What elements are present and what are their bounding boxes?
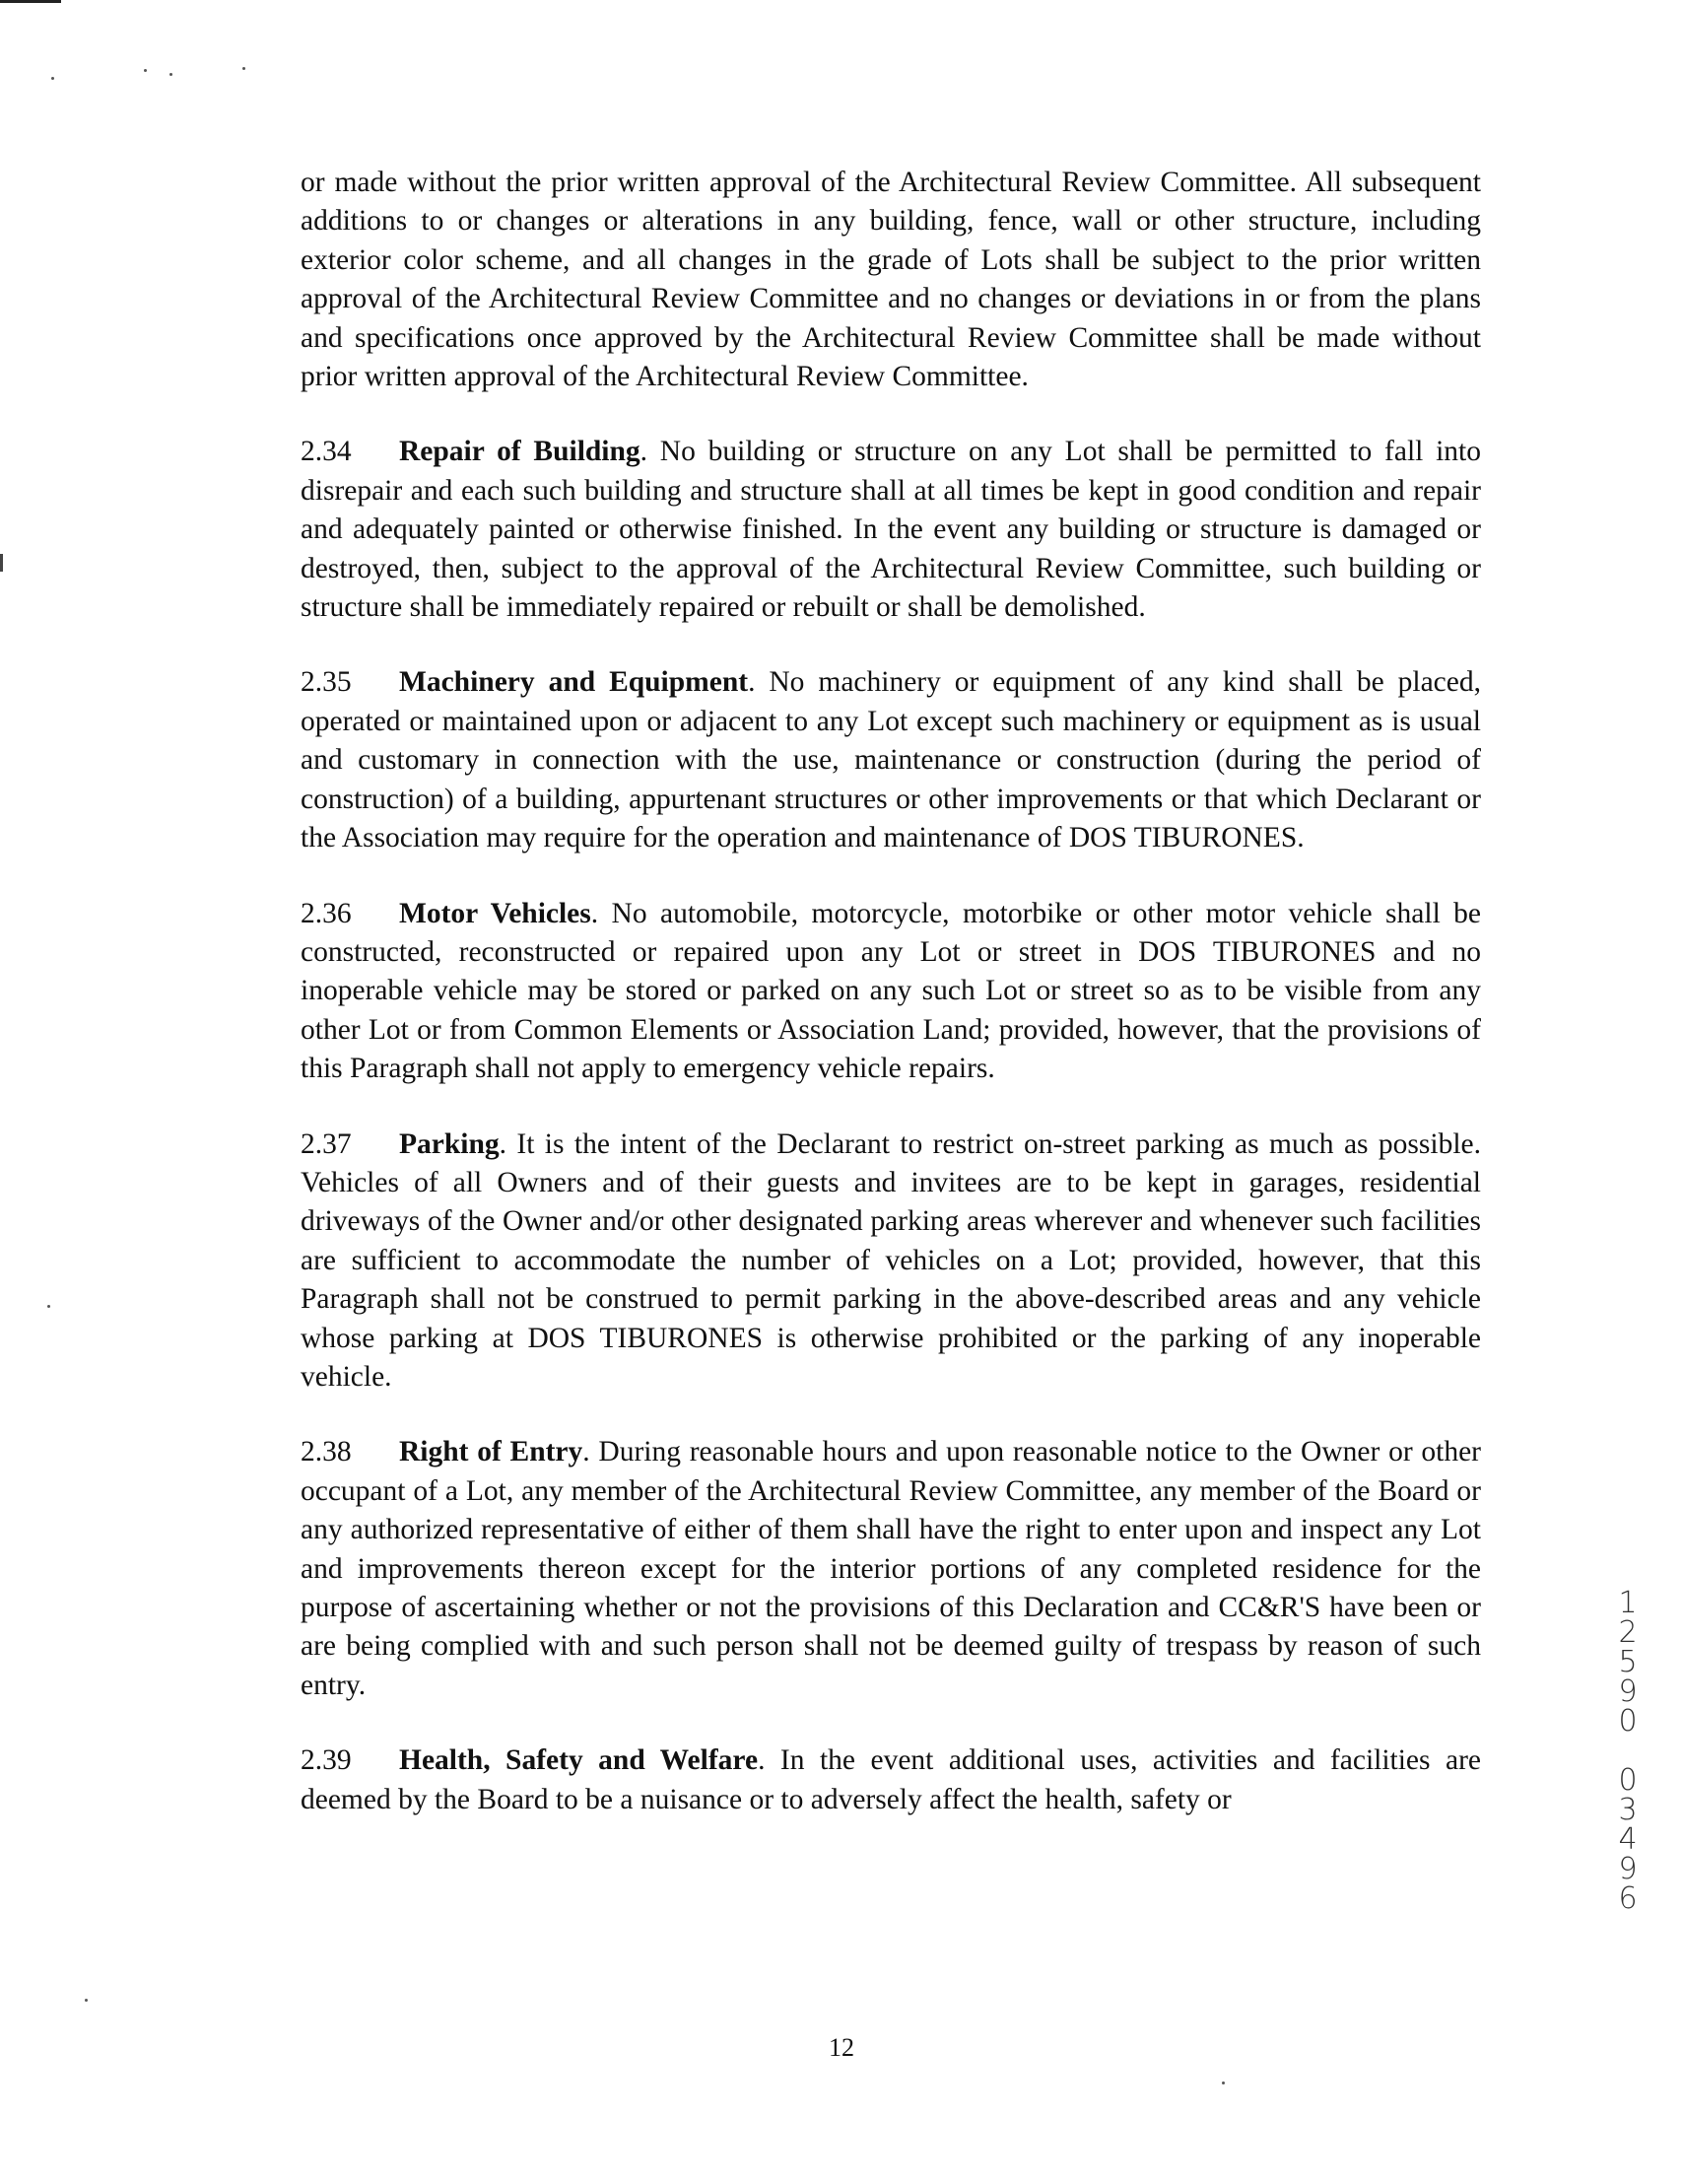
stamp-digit: 3: [1618, 1793, 1638, 1827]
stamp-digit: 9: [1618, 1674, 1638, 1709]
section-heading: Machinery and Equipment: [399, 666, 749, 699]
recording-stamp: [1608, 1586, 1648, 1916]
scan-speck: [242, 67, 245, 70]
section-text: . During reasonable hours and upon reasonable notice to the Owner or other occupant of a Lot, any member of the Architectural Review Committee, any member of the Board or any authorized representative of either of them shall have the right to enter upon and inspect any Lot and improvements thereon except for the interior portions of any completed residence for the purpose of ascertaining whether or not the provisions of this Declaration and CC&R'S have been or are being complied with and such person shall not be deemed guilty of trespass by reason of such entry.: [301, 1436, 1481, 1701]
section-2-35: [301, 663, 1481, 857]
section-2-39: [301, 1741, 1481, 1819]
scan-speck: [85, 1999, 88, 2002]
section-text: . No automobile, motorcycle, motorbike or other motor vehicle shall be constructed, reconstructed or repaired upon any Lot or street in DOS TIBURONES and no inoperable vehicle may be stored or parked on any such Lot or street so as to be visible from any other Lot or from Common Elements or Association Land; provided, however, that the provisions of this Paragraph shall not apply to emergency vehicle repairs.: [301, 897, 1482, 1085]
scan-speck: [144, 69, 147, 72]
section-number: 2.34: [301, 436, 352, 468]
scan-speck: [51, 77, 54, 80]
section-number: 2.35: [301, 666, 352, 699]
section-number: 2.37: [301, 1127, 352, 1160]
stamp-digit: 6: [1618, 1881, 1638, 1916]
section-2-37: [301, 1126, 1481, 1398]
stamp-digit: 4: [1618, 1822, 1638, 1857]
section-heading: Parking: [399, 1127, 500, 1160]
scan-speck: [47, 1305, 50, 1308]
stamp-digit: 2: [1618, 1615, 1638, 1650]
section-2-38: [301, 1433, 1481, 1705]
stamp-digit: 0: [1618, 1704, 1638, 1739]
stamp-digit: 0: [1618, 1763, 1638, 1798]
section-number: 2.39: [301, 1744, 352, 1777]
stamp-gap: [1608, 1737, 1648, 1766]
page-number: 12: [829, 2033, 854, 2062]
margin-scan-mark: [0, 554, 3, 572]
continuation-paragraph: or made without the prior written approval of the Architectural Review Committee. All subsequent additions to or changes or alterations in any building, fence, wall or other structure, including exterior color scheme, and all changes in the grade of Lots shall be subject to the prior written approval of the Architectural Review Committee and no changes or deviations in or from the plans and specifications once approved by the Architectural Review Committee shall be made without prior written approval of the Architectural Review Committee.: [301, 167, 1481, 393]
section-number: 2.38: [301, 1436, 352, 1468]
top-edge-rule: [0, 0, 61, 3]
scan-speck: [169, 73, 172, 76]
section-heading: Motor Vehicles: [399, 897, 591, 929]
stamp-digit: 9: [1618, 1852, 1638, 1886]
section-heading: Right of Entry: [399, 1436, 583, 1468]
scan-speck: [1222, 2082, 1225, 2084]
stamp-digit: 1: [1618, 1586, 1638, 1620]
section-2-34: [301, 433, 1481, 627]
section-text: . No building or structure on any Lot shall be permitted to fall into disrepair and each such building and structure shall at all times be kept in good condition and repair and adequately painted or otherwise finished. In the event any building or structure is damaged or destroyed, then, subject to the approval of the Architectural Review Committee, such building or structure shall be immediately repaired or rebuilt or shall be demolished.: [301, 436, 1481, 624]
section-heading: Health, Safety and Welfare: [399, 1744, 759, 1777]
section-heading: Repair of Building: [399, 436, 640, 468]
section-text: . It is the intent of the Declarant to restrict on-street parking as much as possible. Vehicles of all Owners and of their guests and invitees are to be kept in garages, residential driveways of the Owner and/or other designated parking areas wherever and whenever such facilities are sufficient to accommodate the number of vehicles on a Lot; provided, however, that this Paragraph shall not be construed to permit parking in the above-described areas and any vehicle whose parking at DOS TIBURONES is otherwise prohibited or the parking of any inoperable vehicle.: [301, 1127, 1481, 1393]
section-number: 2.36: [301, 897, 352, 929]
section-text: . In the event additional uses, activities and facilities are deemed by the Board to be a nuisance or to adversely affect the health, safety or: [301, 1744, 1481, 1815]
section-text: . No machinery or equipment of any kind shall be placed, operated or maintained upon or adjacent to any Lot except such machinery or equipment as is usual and customary in connection with the use, maintenance or construction (during the period of construction) of a building, appurtenant structures or other improvements or that which Declarant or the Association may require for the operation and maintenance of DOS TIBURONES.: [301, 666, 1481, 854]
document-body: [301, 164, 1481, 1856]
section-2-36: [301, 895, 1481, 1089]
stamp-digit: 5: [1618, 1645, 1638, 1679]
